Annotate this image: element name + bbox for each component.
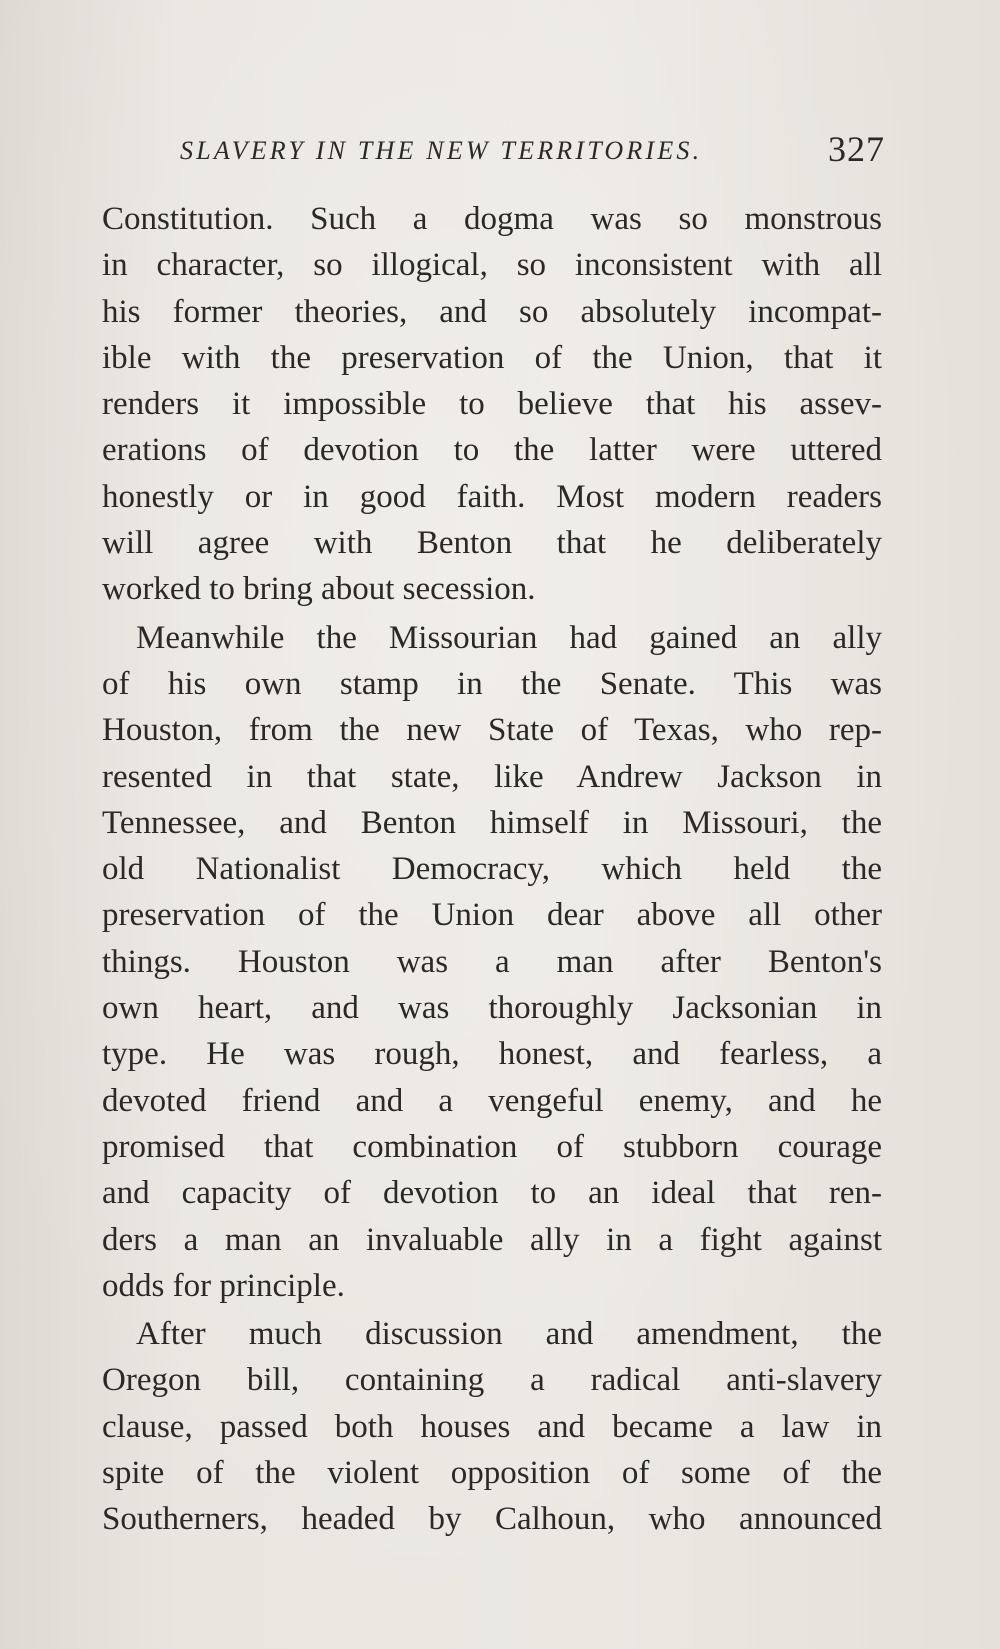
text-line: worked to bring about secession. — [102, 571, 536, 608]
text-line: promised that combination of stubborn courage — [102, 1128, 882, 1165]
text-line: ible with the preservation of the Union, that it — [102, 339, 882, 376]
text-line: clause, passed both houses and became a law in — [102, 1408, 882, 1445]
text-line: of his own stamp in the Senate. This was — [102, 665, 882, 702]
text-line: and capacity of devotion to an ideal that ren- — [102, 1175, 882, 1212]
text-line: things. Houston was a man after Benton's — [102, 943, 882, 980]
text-line: in character, so illogical, so inconsistent with all — [102, 247, 882, 284]
paragraph-3 — [102, 1311, 882, 1542]
text-line: spite of the violent opposition of some of the — [102, 1455, 882, 1492]
page-header — [180, 128, 885, 172]
text-line: will agree with Benton that he deliberately — [102, 525, 882, 562]
text-line: Houston, from the new State of Texas, who rep- — [102, 712, 882, 749]
text-line: resented in that state, like Andrew Jackson in — [102, 758, 882, 795]
text-line: devoted friend and a vengeful enemy, and he — [102, 1082, 882, 1119]
body-text — [102, 196, 882, 1545]
text-line: type. He was rough, honest, and fearless, a — [102, 1036, 882, 1073]
text-line: ders a man an invaluable ally in a fight against — [102, 1221, 882, 1258]
text-line: honestly or in good faith. Most modern readers — [102, 478, 882, 515]
paragraph-2 — [102, 615, 882, 1309]
text-line: own heart, and was thoroughly Jacksonian in — [102, 990, 882, 1027]
text-line: his former theories, and so absolutely incompat- — [102, 293, 882, 330]
page-number: 327 — [828, 129, 885, 169]
text-line: odds for principle. — [102, 1267, 345, 1304]
text-line: Meanwhile the Missourian had gained an ally — [136, 619, 882, 656]
running-title: SLAVERY IN THE NEW TERRITORIES. — [180, 136, 703, 165]
text-line: erations of devotion to the latter were uttered — [102, 432, 882, 469]
text-line: Oregon bill, containing a radical anti-slavery — [102, 1362, 882, 1399]
paragraph-1 — [102, 196, 882, 613]
text-line: preservation of the Union dear above all other — [102, 897, 882, 934]
text-line: Tennessee, and Benton himself in Missouri, the — [102, 804, 882, 841]
text-line: renders it impossible to believe that his assev- — [102, 386, 882, 423]
text-line: After much discussion and amendment, the — [136, 1316, 882, 1353]
text-line: old Nationalist Democracy, which held the — [102, 851, 882, 888]
text-line: Southerners, headed by Calhoun, who announced — [102, 1501, 882, 1538]
text-line: Constitution. Such a dogma was so monstrous — [102, 201, 882, 237]
